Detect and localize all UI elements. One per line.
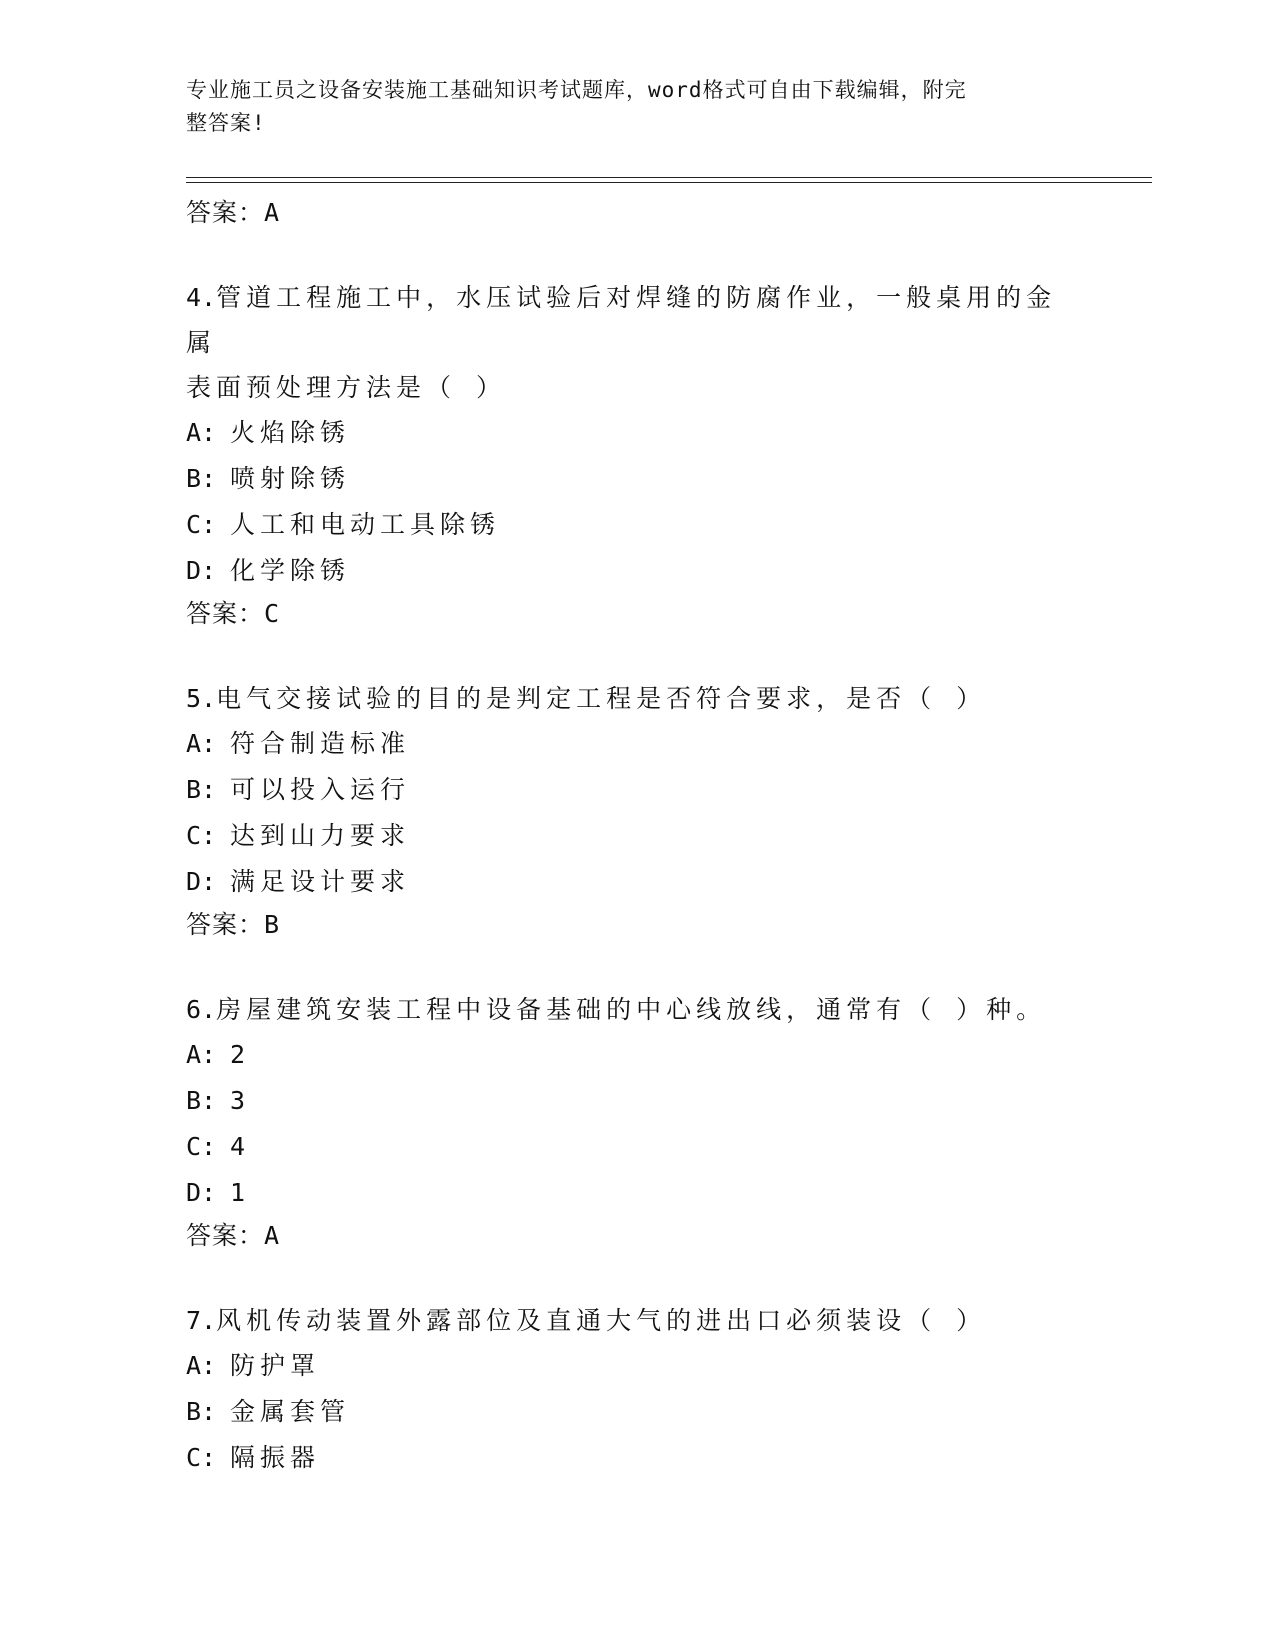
option-item xyxy=(186,721,1086,767)
question-block xyxy=(186,1298,1086,1481)
question-number: 4. xyxy=(186,283,217,312)
option-item xyxy=(186,1170,1086,1216)
option-text: 4 xyxy=(230,1132,251,1161)
option-text: 2 xyxy=(230,1040,251,1069)
option-letter: A: xyxy=(186,729,217,758)
option-letter: B: xyxy=(186,1397,217,1426)
option-item xyxy=(186,1124,1086,1170)
question-list xyxy=(186,193,1086,1481)
question-stem-text: 风机传动装置外露部位及直通大气的进出口必须装设（ ） xyxy=(216,1306,987,1335)
header-line-1: 专业施工员之设备安装施工基础知识考试题库，word格式可自由下载编辑，附完 xyxy=(186,78,967,102)
option-letter: D: xyxy=(186,556,217,585)
option-letter: C: xyxy=(186,1132,217,1161)
option-text: 防护罩 xyxy=(230,1351,321,1380)
answer-value: C xyxy=(264,599,281,628)
option-text: 金属套管 xyxy=(230,1397,351,1426)
option-letter: B: xyxy=(186,1086,217,1115)
question-number: 7. xyxy=(186,1306,217,1335)
answer-label: 答案： xyxy=(186,198,265,227)
option-letter: A: xyxy=(186,1351,217,1380)
answer-label: 答案： xyxy=(186,599,265,628)
option-item xyxy=(186,1078,1086,1124)
question-stem-text: 管道工程施工中，水压试验后对焊缝的防腐作业，一般桌用的金属 xyxy=(186,283,1057,357)
option-item xyxy=(186,1032,1086,1078)
question-stem xyxy=(186,987,1086,1032)
option-item xyxy=(186,410,1086,456)
option-text: 3 xyxy=(230,1086,251,1115)
option-letter: C: xyxy=(186,821,217,850)
document-header xyxy=(186,74,1066,140)
option-text: 1 xyxy=(230,1178,251,1207)
answer-value: B xyxy=(264,910,281,939)
question-stem-line xyxy=(186,1298,1086,1343)
option-text: 喷射除锈 xyxy=(230,464,351,493)
option-item xyxy=(186,502,1086,548)
option-letter: C: xyxy=(186,1443,217,1472)
option-text: 人工和电动工具除锈 xyxy=(230,510,501,539)
option-text: 化学除锈 xyxy=(230,556,351,585)
answer-value: A xyxy=(264,198,281,227)
option-letter: B: xyxy=(186,464,217,493)
option-item xyxy=(186,767,1086,813)
question-stem xyxy=(186,275,1086,410)
option-letter: A: xyxy=(186,1040,217,1069)
option-item xyxy=(186,1343,1086,1389)
option-letter: D: xyxy=(186,1178,217,1207)
header-rule-top xyxy=(186,177,1152,178)
answer-label: 答案： xyxy=(186,1221,265,1250)
answer-line xyxy=(186,905,1086,944)
answer-value: A xyxy=(264,1221,281,1250)
option-letter: A: xyxy=(186,418,217,447)
question-stem-text: 房屋建筑安装工程中设备基础的中心线放线，通常有（ ）种。 xyxy=(216,995,1047,1024)
question-stem-line xyxy=(186,365,1086,410)
option-text: 隔振器 xyxy=(230,1443,321,1472)
option-item xyxy=(186,456,1086,502)
option-item xyxy=(186,1389,1086,1435)
answer-line xyxy=(186,594,1086,633)
option-text: 达到山力要求 xyxy=(230,821,411,850)
questions-container xyxy=(186,275,1086,1481)
option-letter: D: xyxy=(186,867,217,896)
option-item xyxy=(186,813,1086,859)
question-block xyxy=(186,987,1086,1255)
question-stem xyxy=(186,676,1086,721)
question-number: 5. xyxy=(186,684,217,713)
answer-label: 答案： xyxy=(186,910,265,939)
question-stem-line xyxy=(186,676,1086,721)
question-stem-text: 电气交接试验的目的是判定工程是否符合要求，是否（ ） xyxy=(216,684,987,713)
option-item xyxy=(186,1435,1086,1481)
question-number: 6. xyxy=(186,995,217,1024)
option-text: 满足设计要求 xyxy=(230,867,411,896)
question-stem-text: 表面预处理方法是（ ） xyxy=(186,373,507,402)
answer-line xyxy=(186,1216,1086,1255)
answer-line xyxy=(186,193,1086,232)
option-letter: C: xyxy=(186,510,217,539)
question-stem-line xyxy=(186,987,1086,1032)
question-stem-line xyxy=(186,275,1086,365)
option-item xyxy=(186,548,1086,594)
option-text: 可以投入运行 xyxy=(230,775,411,804)
option-item xyxy=(186,859,1086,905)
question-stem xyxy=(186,1298,1086,1343)
question-block xyxy=(186,275,1086,633)
header-line-2: 整答案! xyxy=(186,111,266,135)
header-rule-bottom xyxy=(186,182,1152,183)
question-block xyxy=(186,676,1086,944)
option-text: 火焰除锈 xyxy=(230,418,351,447)
option-text: 符合制造标准 xyxy=(230,729,411,758)
option-letter: B: xyxy=(186,775,217,804)
